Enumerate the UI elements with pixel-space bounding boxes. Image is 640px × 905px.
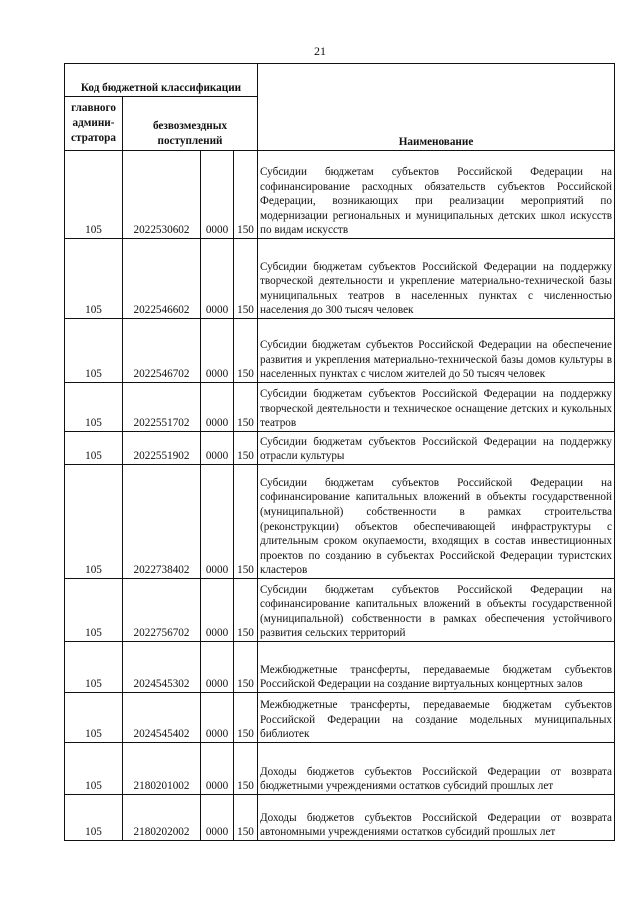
program-code: 0000 <box>201 151 234 239</box>
header-name: Наименование <box>258 64 615 151</box>
kind-code: 150 <box>234 239 258 319</box>
admin-code: 105 <box>65 795 123 841</box>
table-row <box>65 795 615 841</box>
kind-code: 150 <box>234 465 258 579</box>
income-code: 2180201002 <box>123 743 201 795</box>
income-code: 2022530602 <box>123 151 201 239</box>
program-code: 0000 <box>201 465 234 579</box>
item-name: Субсидии бюджетам субъектов Российской Федерации на поддержку отрасли культуры <box>258 432 615 465</box>
item-name: Субсидии бюджетам субъектов Российской Федерации на поддержку творческой деятельности и укрепление материально-технической базы муниципальных театров в населенных пунктах с численностью населения до 300 тысяч человек <box>258 239 615 319</box>
admin-code: 105 <box>65 693 123 743</box>
item-name: Субсидии бюджетам субъектов Российской Федерации на софинансирование расходных обязательств субъектов Российской Федерации, возникающих при реализации мероприятий по модернизации региональных и муниципальных детских школ искусств по видам искусств <box>258 151 615 239</box>
program-code: 0000 <box>201 319 234 383</box>
admin-code: 105 <box>65 743 123 795</box>
table-row <box>65 693 615 743</box>
header-admin: главного админи-стратора <box>65 97 123 151</box>
kind-code: 150 <box>234 642 258 693</box>
table-row <box>65 151 615 239</box>
table-row <box>65 319 615 383</box>
table-row <box>65 642 615 693</box>
program-code: 0000 <box>201 579 234 642</box>
item-name: Субсидии бюджетам субъектов Российской Федерации на софинансирование капитальных вложений в объекты государственной (муниципальной) собственности в рамках строительства (реконструкции) объектов обеспечивающей инфраструктуры с длительным сроком окупаемости, входящих в состав инвестиционных проектов по созданию в субъектах Российской Федерации туристских кластеров <box>258 465 615 579</box>
income-code: 2180202002 <box>123 795 201 841</box>
table-row <box>65 465 615 579</box>
admin-code: 105 <box>65 642 123 693</box>
table-row <box>65 432 615 465</box>
income-code: 2022546702 <box>123 319 201 383</box>
item-name: Доходы бюджетов субъектов Российской Федерации от возврата автономными учреждениями остатков субсидий прошлых лет <box>258 795 615 841</box>
table-row <box>65 579 615 642</box>
header-income: безвозмездных поступлений <box>123 97 258 151</box>
admin-code: 105 <box>65 239 123 319</box>
kind-code: 150 <box>234 743 258 795</box>
header-classification: Код бюджетной классификации <box>65 64 258 97</box>
kind-code: 150 <box>234 432 258 465</box>
program-code: 0000 <box>201 239 234 319</box>
income-code: 2024545402 <box>123 693 201 743</box>
program-code: 0000 <box>201 795 234 841</box>
admin-code: 105 <box>65 579 123 642</box>
admin-code: 105 <box>65 151 123 239</box>
program-code: 0000 <box>201 693 234 743</box>
admin-code: 105 <box>65 383 123 432</box>
income-code: 2022756702 <box>123 579 201 642</box>
kind-code: 150 <box>234 319 258 383</box>
income-code: 2022546602 <box>123 239 201 319</box>
page-number: 21 <box>314 44 326 58</box>
income-code: 2022551902 <box>123 432 201 465</box>
admin-code: 105 <box>65 432 123 465</box>
kind-code: 150 <box>234 383 258 432</box>
kind-code: 150 <box>234 693 258 743</box>
kind-code: 150 <box>234 151 258 239</box>
income-code: 2022551702 <box>123 383 201 432</box>
admin-code: 105 <box>65 465 123 579</box>
admin-code: 105 <box>65 319 123 383</box>
item-name: Субсидии бюджетам субъектов Российской Федерации на софинансирование капитальных вложений в объекты государственной (муниципальной) собственности в рамках обеспечения устойчивого развития сельских территорий <box>258 579 615 642</box>
table-row <box>65 383 615 432</box>
kind-code: 150 <box>234 795 258 841</box>
item-name: Субсидии бюджетам субъектов Российской Федерации на поддержку творческой деятельности и техническое оснащение детских и кукольных театров <box>258 383 615 432</box>
income-code: 2022738402 <box>123 465 201 579</box>
budget-classification-table <box>64 63 615 841</box>
item-name: Субсидии бюджетам субъектов Российской Федерации на обеспечение развития и укрепления материально-технической базы домов культуры в населенных пунктах с числом жителей до 50 тысяч человек <box>258 319 615 383</box>
income-code: 2024545302 <box>123 642 201 693</box>
item-name: Доходы бюджетов субъектов Российской Федерации от возврата бюджетными учреждениями остатков субсидий прошлых лет <box>258 743 615 795</box>
item-name: Межбюджетные трансферты, передаваемые бюджетам субъектов Российской Федерации на создание виртуальных концертных залов <box>258 642 615 693</box>
kind-code: 150 <box>234 579 258 642</box>
item-name: Межбюджетные трансферты, передаваемые бюджетам субъектов Российской Федерации на создание модельных муниципальных библиотек <box>258 693 615 743</box>
program-code: 0000 <box>201 432 234 465</box>
program-code: 0000 <box>201 642 234 693</box>
program-code: 0000 <box>201 383 234 432</box>
program-code: 0000 <box>201 743 234 795</box>
table-row <box>65 743 615 795</box>
table-row <box>65 239 615 319</box>
